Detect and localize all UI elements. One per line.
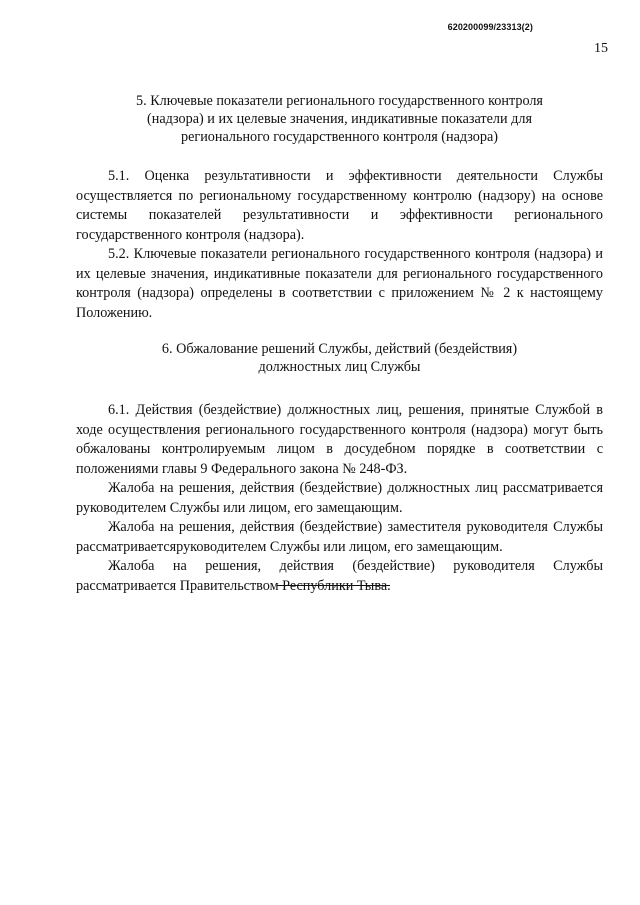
paragraph-complaint-deputy: Жалоба на решения, действия (бездействие) заместителя руководителя Службы рассматриваетсяруководителем Службы или лицом, его замещающим. (76, 519, 603, 555)
paragraph-6-1: 6.1. Действия (бездействие) должностных лиц, решения, принятые Службой в ходе осуществления регионального государственного контроля (надзора) могут быть обжалованы контролируемым лицом в досудебном порядке в соответствии с положениями главы 9 Федерального закона № 248-ФЗ. (76, 402, 603, 477)
section-6-heading: 6. Обжалование решений Службы, действий (бездействия) должностных лиц Службы (161, 341, 518, 375)
paragraph-complaint-head: Жалоба на решения, действия (бездействие) руководителя Службы рассматривается Правительством Республики Тыва. (76, 558, 603, 594)
document-code: 620200099/23313(2) (447, 22, 533, 32)
closing-divider (277, 585, 390, 586)
page-number: 15 (594, 41, 608, 56)
document-body (76, 92, 603, 596)
section-5-heading: 5. Ключевые показатели регионального государственного контроля (надзора) и их целевые значения, индикативные показатели для регионального государственного контроля (надзора) (136, 93, 543, 145)
paragraph-complaint-officials: Жалоба на решения, действия (бездействие) должностных лиц рассматривается руководителем Службы или лицом, его замещающим. (76, 480, 603, 516)
paragraph-5-2: 5.2. Ключевые показатели регионального государственного контроля (надзора) и их целевые значения, индикативные показатели для регионального государственного контроля (надзора) определены в соответствии с приложением № 2 к настоящему Положению. (76, 246, 603, 321)
paragraph-5-1: 5.1. Оценка результативности и эффективности деятельности Службы осуществляется по региональному государственному контролю (надзору) на основе системы показателей результативности и эффективности регионального государственного контроля (надзора). (76, 168, 603, 243)
